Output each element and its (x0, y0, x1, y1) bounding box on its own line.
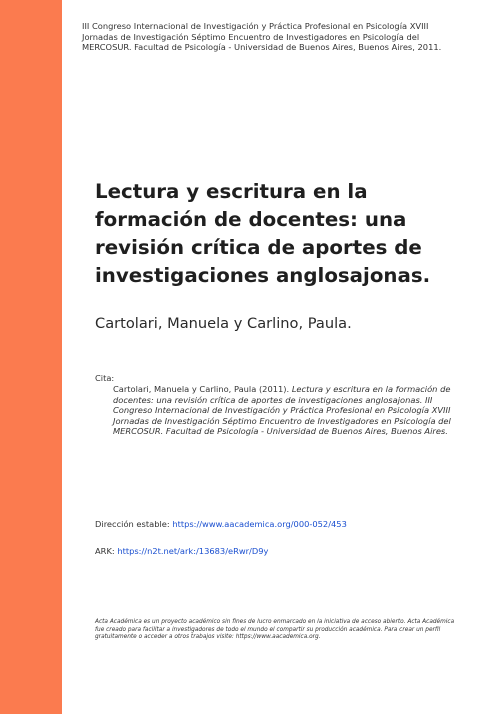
footer-note: Acta Académica es un proyecto académico sin fines de lucro enmarcado en la iniciativa de acceso abierto. Acta Académica fue creado para facilitar a investigadores de todo el mundo el compartir su producción académica. Para crear un perfil gratuitamente o acceder a otros trabajos visite: https://www.aacademica.org. (95, 619, 455, 641)
ark-label: ARK: (95, 546, 115, 556)
orange-sidebar (0, 0, 62, 714)
stable-address-label: Dirección estable: (95, 519, 170, 529)
citation-body: Lectura y escritura en la formación de docentes: una revisión crítica de aportes de investigaciones anglosajonas. III Congreso Internacional de Investigación y Práctica Profesional en Psicología XVIII Jornadas de Investigación Séptimo Encuentro de Investigadores en Psicología del MERCOSUR. Facultad de Psicología - Universidad de Buenos Aires, Buenos Aires. (113, 384, 451, 437)
cita-label: Cita: (95, 373, 115, 383)
citation (113, 384, 453, 437)
citation-authors-year: Cartolari, Manuela y Carlino, Paula (2011). (113, 384, 290, 394)
header-note: III Congreso Internacional de Investigación y Práctica Profesional en Psicología XVIII Jornadas de Investigación Séptimo Encuentro de Investigadores en Psicología del MERCOSUR. Facultad de Psicología - Universidad de Buenos Aires, Buenos Aires, 2011. (82, 21, 442, 53)
ark-identifier (95, 546, 465, 557)
document-title: Lectura y escritura en la formación de docentes: una revisión crítica de aportes de investigaciones anglosajonas. (95, 180, 431, 287)
stable-address (95, 519, 465, 530)
stable-address-link[interactable]: https://www.aacademica.org/000-052/453 (172, 519, 347, 529)
ark-link[interactable]: https://n2t.net/ark:/13683/eRwr/D9y (117, 546, 269, 556)
authors: Cartolari, Manuela y Carlino, Paula. (95, 315, 352, 332)
